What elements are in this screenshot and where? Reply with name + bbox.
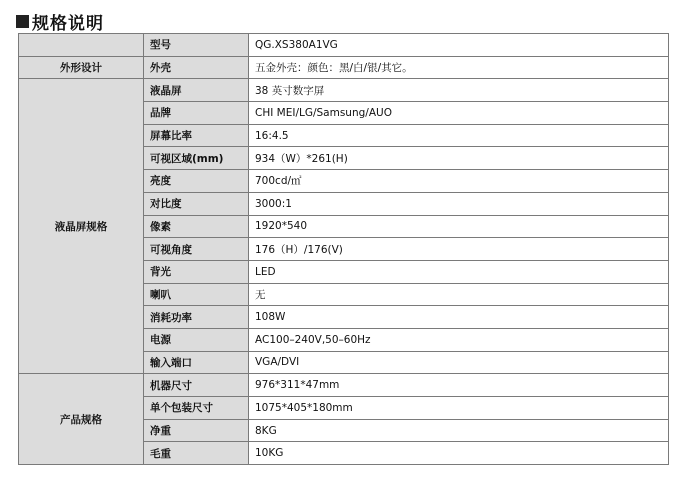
- spec-label: 屏幕比率: [144, 124, 249, 147]
- spec-label: 消耗功率: [144, 306, 249, 329]
- spec-label: 输入端口: [144, 351, 249, 374]
- spec-value: 1075*405*180mm: [249, 397, 669, 420]
- spec-value: 1920*540: [249, 215, 669, 238]
- spec-value: CHI MEI/LG/Samsung/AUO: [249, 102, 669, 125]
- spec-value: 3000:1: [249, 192, 669, 215]
- spec-label: 电源: [144, 328, 249, 351]
- spec-value: 38 英寸数字屏: [249, 79, 669, 102]
- spec-label: 背光: [144, 260, 249, 283]
- group-cell: 液晶屏规格: [19, 79, 144, 374]
- table-row: [19, 79, 669, 102]
- spec-value: 10KG: [249, 442, 669, 465]
- spec-value: 16:4.5: [249, 124, 669, 147]
- spec-label: 液晶屏: [144, 79, 249, 102]
- spec-value: 934（W）*261(H): [249, 147, 669, 170]
- table-row: [19, 56, 669, 79]
- title-text: 规格说明: [32, 13, 104, 34]
- spec-value: LED: [249, 260, 669, 283]
- spec-value: 无: [249, 283, 669, 306]
- spec-label: 可视区域(mm): [144, 147, 249, 170]
- spec-label: 单个包装尺寸: [144, 397, 249, 420]
- group-cell: 产品规格: [19, 374, 144, 465]
- spec-label: 对比度: [144, 192, 249, 215]
- spec-value: 176（H）/176(V): [249, 238, 669, 261]
- spec-label: 型号: [144, 34, 249, 57]
- spec-value: AC100–240V,50–60Hz: [249, 328, 669, 351]
- spec-label: 机器尺寸: [144, 374, 249, 397]
- spec-table: [18, 33, 669, 465]
- group-cell: 外形设计: [19, 56, 144, 79]
- spec-value: 五金外壳：颜色：黑/白/银/其它。: [249, 56, 669, 79]
- page-title: [16, 8, 104, 34]
- spec-value: 976*311*47mm: [249, 374, 669, 397]
- spec-value: VGA/DVI: [249, 351, 669, 374]
- table-row: [19, 374, 669, 397]
- spec-label: 可视角度: [144, 238, 249, 261]
- spec-label: 像素: [144, 215, 249, 238]
- spec-label: 毛重: [144, 442, 249, 465]
- spec-value: 8KG: [249, 419, 669, 442]
- table-row: [19, 34, 669, 57]
- spec-label: 净重: [144, 419, 249, 442]
- square-bullet-icon: [16, 15, 29, 28]
- spec-label: 喇叭: [144, 283, 249, 306]
- spec-label: 品牌: [144, 102, 249, 125]
- spec-value: 700cd/㎡: [249, 170, 669, 193]
- spec-label: 亮度: [144, 170, 249, 193]
- group-cell: [19, 34, 144, 57]
- spec-label: 外壳: [144, 56, 249, 79]
- spec-value: QG.XS380A1VG: [249, 34, 669, 57]
- spec-value: 108W: [249, 306, 669, 329]
